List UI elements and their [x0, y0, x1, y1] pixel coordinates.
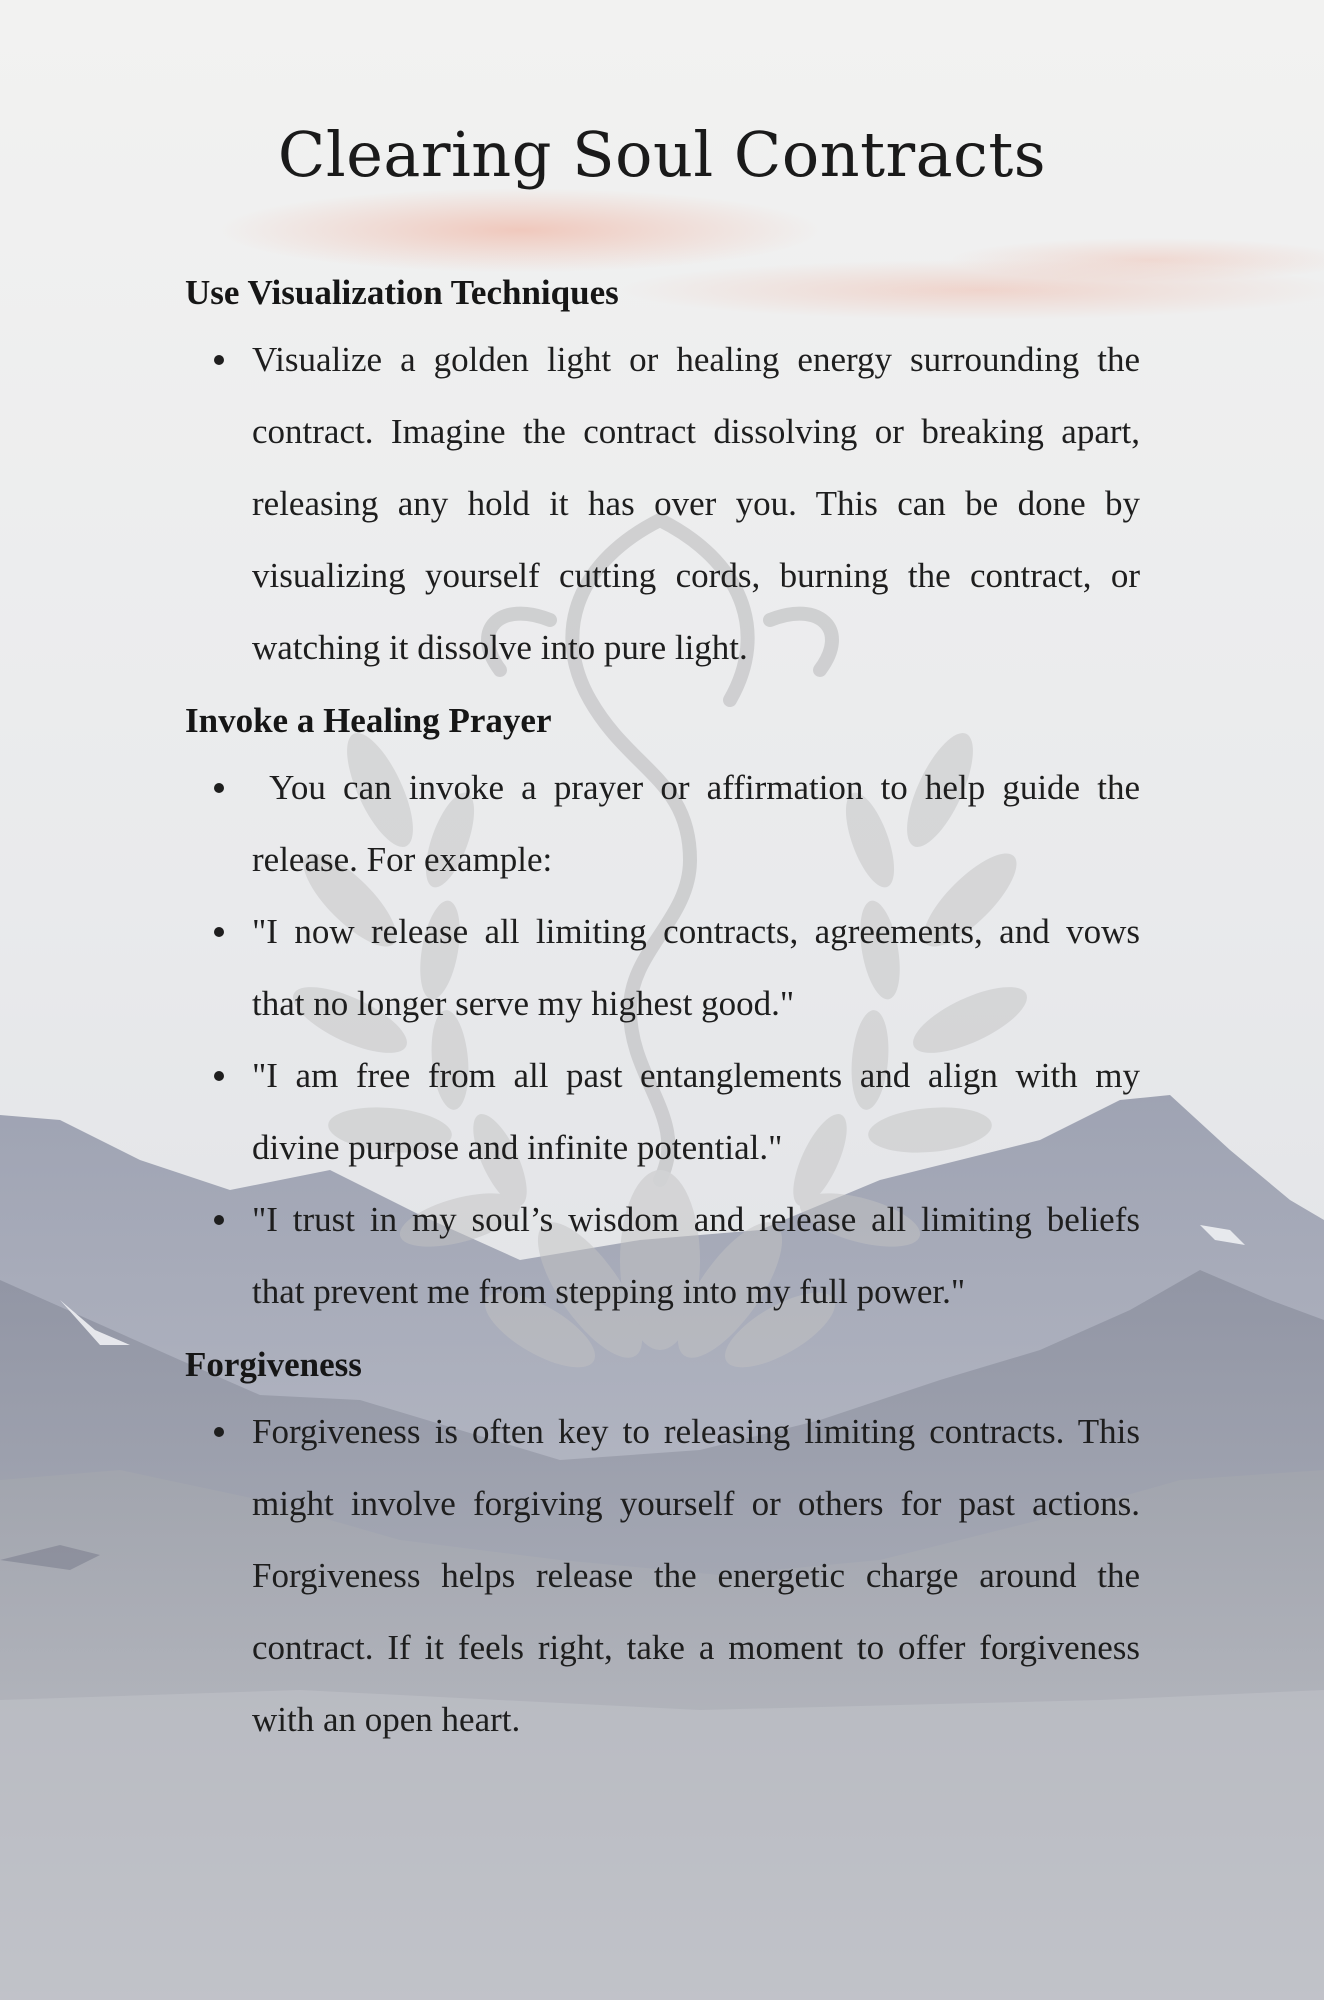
list-item-text: Visualize a golden light or healing energy surrounding the contract. Imagine the contract dissolving or breaking apart, releasing any hold it has over you. This can be done by visualizing yourself cutting cords, burning the contract, or watching it dissolve into pure light. — [252, 340, 1140, 667]
list-item-text: You can invoke a prayer or affirmation to help guide the release. For example: — [252, 768, 1149, 879]
section-visualization — [185, 262, 1140, 684]
section-healing-prayer — [185, 690, 1149, 1328]
bullet-list — [185, 1396, 1140, 1756]
list-item — [185, 1040, 1140, 1184]
section-heading: Invoke a Healing Prayer — [185, 701, 552, 740]
list-item-text: "I trust in my soul’s wisdom and release all limiting beliefs that prevent me from stepping into my full power." — [252, 1200, 1140, 1311]
bullet-icon — [214, 783, 224, 793]
bullet-icon — [214, 1427, 224, 1437]
bullet-icon — [214, 1071, 224, 1081]
list-item — [185, 1184, 1140, 1328]
section-heading: Use Visualization Techniques — [185, 273, 619, 312]
list-item — [185, 752, 1149, 896]
list-item-text: "I now release all limiting contracts, agreements, and vows that no longer serve my highest good." — [252, 912, 1140, 1023]
section-heading: Forgiveness — [185, 1345, 362, 1384]
page-title: Clearing Soul Contracts — [277, 118, 1047, 191]
bullet-icon — [214, 1215, 224, 1225]
section-forgiveness — [185, 1334, 1140, 1756]
list-item-text: "I am free from all past entanglements and align with my divine purpose and infinite potential." — [252, 1056, 1140, 1167]
document-body — [185, 262, 1149, 1756]
bullet-list — [185, 752, 1149, 1328]
bullet-icon — [214, 927, 224, 937]
list-item-text: Forgiveness is often key to releasing limiting contracts. This might involve forgiving yourself or others for past actions. Forgiveness helps release the energetic charge around the contract. If it feels right, take a moment to offer forgiveness with an open heart. — [252, 1412, 1140, 1739]
list-item — [185, 324, 1140, 684]
bullet-list — [185, 324, 1140, 684]
list-item — [185, 1396, 1140, 1756]
bullet-icon — [214, 355, 224, 365]
list-item — [185, 896, 1140, 1040]
